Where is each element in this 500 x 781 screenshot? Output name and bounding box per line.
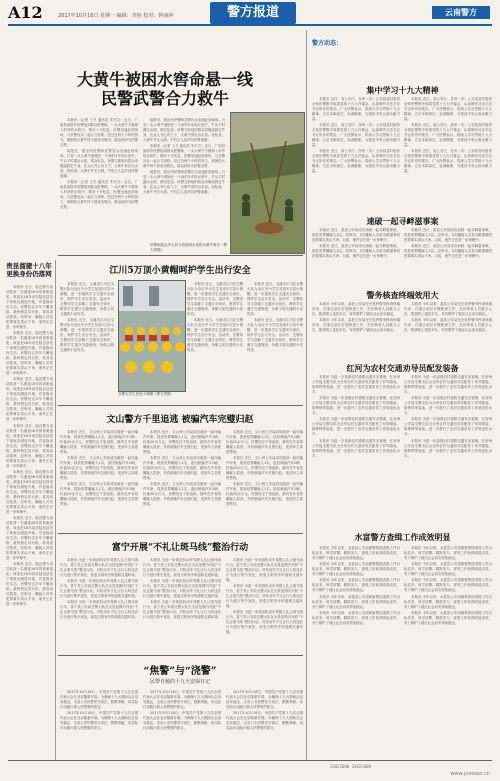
sidebar-section2-body-col2: 本报讯 近日，某县公安局成功侦破一起寻衅滋事案，抓获犯罪嫌疑人3名。经审讯，3名嫌疑人对其寻衅滋事的犯罪事实供认不讳。目前，案件正在进一步审理中。 本报讯 近日，某县公安局成功侦破一起寻衅滋事案，抓获犯罪嫌疑人3名。经审讯，3名嫌疑人对其寻衅滋事的犯罪事实供认不讳。目前，案件正在进一步审理中。 — [404, 228, 492, 259]
article2-top-rule — [58, 255, 303, 256]
sidebar-section5-body-col2: 本报讯 今年以来，水富县公安局紧紧围绕查缉工作目标任务，科学部署、精准发力，查缉工作取得明显成效，有力维护了辖区社会治安持续稳定。 本报讯 今年以来，水富县公安局紧紧围绕查缉工作目标任务，科学部署、精准发力，查缉工作取得明显成效，有力维护了辖区社会治安持续稳定。 本报讯 今年以来，水富县公安局紧紧围绕查缉工作目标任务，科学部署、精准发力，查缉工作取得明显成效，有力维护了辖区社会治安持续稳定。 本报讯 今年以来，水富县公安局紧紧围绕查缉工作目标任务，科学部署、精准发力，查缉工作取得明显成效，有力维护了辖区社会治安持续稳定。 本报讯 今年以来，水富县公安局紧紧围绕查缉工作目标任务，科学部署、精准发力，查缉工作取得明显成效，有力维护了辖区社会治安持续稳定。 — [404, 546, 492, 625]
article5-headline: 贵昆溜捷十八年 更换身份仍落网 — [6, 262, 52, 278]
topic-badge: 云南警方 — [432, 6, 490, 19]
article1-photo — [230, 112, 305, 254]
page-number: A12 — [8, 3, 43, 22]
article2-headline: 江川5万顶小黄帽呵护学生出行安全 — [109, 266, 251, 276]
issue-date: 2017年10月16日 星期一 编辑：李艳 校对：钟丽萍 — [58, 13, 174, 19]
footer-rule — [8, 760, 492, 761]
yellow-hats-image — [119, 281, 185, 391]
section-title: 警方报道 — [210, 2, 296, 24]
article2-body-col1: 本报讯 近日，玉溪市江川区交警大队为全区中小学生发放5万顶小黄帽，进一步提高学生交通安全意识，保护学生出行安全。活动中，交警向学生讲解了交通安全知识，教育学生遵守交通规则，争做文明交通的小宣传员。 本报讯 近日，玉溪市江川区交警大队为全区中小学生发放5万顶小黄帽，进一步提高学生交通安全意识，保护学生出行安全。活动中，交警向学生讲解了交通安全知识，教育学生遵守交通规则，争做文明交通的小宣传员。 — [60, 282, 114, 353]
footer-barcode: 33022000 33022000 — [330, 764, 371, 769]
sidebar-section1-body-col2: 本报讯 近日，省公安厅、各州（市）公安局及时组织全体民警集中收看党的十九大开幕会，认真聆听习近平总书记所作的报告。广大民警表示，将深入学习贯彻十九大精神，立足本职岗位，忠诚履职，为建设平安云南贡献力量。 本报讯 近日，省公安厅、各州（市）公安局及时组织全体民警集中收看党的十九大开幕会，认真聆听习近平总书记所作的报告。广大民警表示，将深入学习贯彻十九大精神，立足本职岗位，忠诚履职，为建设平安云南贡献力量。 本报讯 近日，省公安厅、各州（市）公安局及时组织全体民警集中收看党的十九大开幕会，认真聆听习近平总书记所作的报告。广大民警表示，将深入学习贯彻十九大精神，立足本职岗位，忠诚履职，为建设平安云南贡献力量。 — [404, 97, 492, 174]
article2-photo — [118, 280, 186, 392]
sidebar-section2-body-col1: 本报讯 近日，某县公安局成功侦破一起寻衅滋事案，抓获犯罪嫌疑人3名。经审讯，3名嫌疑人对其寻衅滋事的犯罪事实供认不讳。目前，案件正在进一步审理中。 本报讯 近日，某县公安局成功侦破一起寻衅滋事案，抓获犯罪嫌疑人3名。经审讯，3名嫌疑人对其寻衅滋事的犯罪事实供认不讳。目前，案件正在进一步审理中。 — [312, 228, 400, 259]
sidebar-section2-title: 速破一起寻衅滋事案 — [366, 216, 439, 226]
article3-body-col2: 本报讯 近日，文山州公安局成功破获一起诈骗汽车案，抓获犯罪嫌疑人1名，追回被骗汽车1辆，价值20余万元。民警经过千里追踪，最终在外省将嫌疑人抓获，并将被骗汽车完璧归赵，受到车主高度赞扬。 本报讯 近日，文山州公安局成功破获一起诈骗汽车案，抓获犯罪嫌疑人1名，追回被骗汽车1辆，价值20余万元。民警经过千里追踪，最终在外省将嫌疑人抓获，并将被骗汽车完璧归赵，受到车主高度赞扬。 本报讯 近日，文山州公安局成功破获一起诈骗汽车案，抓获犯罪嫌疑人1名，追回被骗汽车1辆，价值20余万元。民警经过千里追踪，最终在外省将嫌疑人抓获，并将被骗汽车完璧归赵，受到车主高度赞扬。 — [143, 430, 221, 507]
article2-caption: 交警为学生发放小黄帽（警方供图） — [118, 392, 174, 396]
article3-body-col3: 本报讯 近日，文山州公安局成功破获一起诈骗汽车案，抓获犯罪嫌疑人1名，追回被骗汽车1辆，价值20余万元。民警经过千里追踪，最终在外省将嫌疑人抓获，并将被骗汽车完璧归赵，受到车主高度赞扬。 本报讯 近日，文山州公安局成功破获一起诈骗汽车案，抓获犯罪嫌疑人1名，追回被骗汽车1辆，价值20余万元。民警经过千里追踪，最终在外省将嫌疑人抓获，并将被骗汽车完璧归赵，受到车主高度赞扬。 本报讯 近日，文山州公安局成功破获一起诈骗汽车案，抓获犯罪嫌疑人1名，追回被骗汽车1辆，价值20余万元。民警经过千里追踪，最终在外省将嫌疑人抓获，并将被骗汽车完璧归赵，受到车主高度赞扬。 — [226, 430, 303, 507]
article6-body-col2: 2017年10月18日，中国共产党第十九次全国代表大会在北京隆重开幕。为确保十九大期间社会治安稳定，全省公安民警坚守岗位，默默奉献，用实际行动践行着人民警察的誓言。 2017年10月18日，中国共产党第十九次全国代表大会在北京隆重开幕。为确保十九大期间社会治安稳定，全省公安民警坚守岗位，默默奉献，用实际行动践行着人民警察的誓言。 — [143, 690, 221, 731]
column-rule-left — [55, 260, 56, 760]
sidebar-section4-title: 红河为农村交通劝导员配发装备 — [346, 363, 459, 373]
sidebar-section3-title: 警务核查终端效用大 — [366, 290, 439, 300]
article5-body: 本报讯 近日，陆良警方成功抓获一名潜逃18年的命案逃犯。该逃犯18年前在陆良县犯下命案后潜逃外地，并更换身份生活。民警经过多年不懈追踪，最终锁定其行踪，将其成功抓获。经审讯，嫌疑人对其犯罪事实供认不讳，案件正在进一步审理中。 本报讯 近日，陆良警方成功抓获一名潜逃18年的命案逃犯。该逃犯18年前在陆良县犯下命案后潜逃外地，并更换身份生活。民警经过多年不懈追踪，最终锁定其行踪，将其成功抓获。经审讯，嫌疑人对其犯罪事实供认不讳，案件正在进一步审理中。 本报讯 近日，陆良警方成功抓获一名潜逃18年的命案逃犯。该逃犯18年前在陆良县犯下命案后潜逃外地，并更换身份生活。民警经过多年不懈追踪，最终锁定其行踪，将其成功抓获。经审讯，嫌疑人对其犯罪事实供认不讳，案件正在进一步审理中。 本报讯 近日，陆良警方成功抓获一名潜逃18年的命案逃犯。该逃犯18年前在陆良县犯下命案后潜逃外地，并更换身份生活。民警经过多年不懈追踪，最终锁定其行踪，将其成功抓获。经审讯，嫌疑人对其犯罪事实供认不讳，案件正在进一步审理中。 本报讯 近日，陆良警方成功抓获一名潜逃18年的命案逃犯。该逃犯18年前在陆良县犯下命案后潜逃外地，并更换身份生活。民警经过多年不懈追踪，最终锁定其行踪，将其成功抓获。经审讯，嫌疑人对其犯罪事实供认不讳，案件正在进一步审理中。 本报讯 近日，陆良警方成功抓获一名潜逃18年的命案逃犯。该逃犯18年前在陆良县犯下命案后潜逃外地，并更换身份生活。民警经过多年不懈追踪，最终锁定其行踪，将其成功抓获。经审讯，嫌疑人对其犯罪事实供认不讳，案件正在进一步审理中。 本报讯 近日，陆良警方成功抓获一名潜逃18年的命案逃犯。该逃犯18年前在陆良县犯下命案后潜逃外地，并更换身份生活。民警经过多年不懈追踪，最终锁定其行踪，将其成功抓获。经审讯，嫌疑人对其犯罪事实供认不讳，案件正在进一步审理中。 — [6, 285, 53, 607]
header-rule — [8, 24, 492, 26]
sidebar-section3-body-col2: 本报讯 今年以来，某县公安局充分发挥警务核查终端作用，在重点部位开展核查工作，先后核查人员数万人次，抓获网上逃犯多名，有效维护了辖区社会治安稳定。 本报讯 今年以来，某县公安局充分发挥警务核查终端作用，在重点部位开展核查工作，先后核查人员数万人次，抓获网上逃犯多名，有效维护了辖区社会治安稳定。 — [404, 302, 492, 333]
column-rule-right — [306, 30, 307, 760]
rescue-scene-image — [231, 113, 304, 253]
article2-body-col3: 本报讯 近日，玉溪市江川区交警大队为全区中小学生发放5万顶小黄帽，进一步提高学生交通安全意识，保护学生出行安全。活动中，交警向学生讲解了交通安全知识，教育学生遵守交通规则，争做文明交通的小宣传员。 本报讯 近日，玉溪市江川区交警大队为全区中小学生发放5万顶小黄帽，进一步提高学生交通安全意识，保护学生出行安全。活动中，交警向学生讲解了交通安全知识，教育学生遵守交通规则，争做文明交通的小宣传员。 — [247, 282, 303, 353]
article3-headline: 文山警方千里追逃 被骗汽车完璧归赵 — [106, 415, 254, 425]
sidebar-section1-body-col1: 本报讯 近日，省公安厅、各州（市）公安局及时组织全体民警集中收看党的十九大开幕会，认真聆听习近平总书记所作的报告。广大民警表示，将深入学习贯彻十九大精神，立足本职岗位，忠诚履职，为建设平安云南贡献力量。 本报讯 近日，省公安厅、各州（市）公安局及时组织全体民警集中收看党的十九大开幕会，认真聆听习近平总书记所作的报告。广大民警表示，将深入学习贯彻十九大精神，立足本职岗位，忠诚履职，为建设平安云南贡献力量。 本报讯 近日，省公安厅、各州（市）公安局及时组织全体民警集中收看党的十九大开幕会，认真聆听习近平总书记所作的报告。广大民警表示，将深入学习贯彻十九大精神，立足本职岗位，忠诚履职，为建设平安云南贡献力量。 — [312, 97, 400, 174]
article6-body-col1: 2017年10月18日，中国共产党第十九次全国代表大会在北京隆重开幕。为确保十九大期间社会治安稳定，全省公安民警坚守岗位，默默奉献，用实际行动践行着人民警察的誓言。 2017年10月18日，中国共产党第十九次全国代表大会在北京隆重开幕。为确保十九大期间社会治安稳定，全省公安民警坚守岗位，默默奉献，用实际行动践行着人民警察的誓言。 — [60, 690, 138, 731]
sidebar-tag: 警方动态： — [312, 40, 343, 47]
article6-top-rule — [58, 655, 303, 656]
article2-body-col2: 本报讯 近日，玉溪市江川区交警大队为全区中小学生发放5万顶小黄帽，进一步提高学生交通安全意识，保护学生出行安全。活动中，交警向学生讲解了交通安全知识，教育学生遵守交通规则，争做文明交通的小宣传员。 本报讯 近日，玉溪市江川区交警大队为全区中小学生发放5万顶小黄帽，进一步提高学生交通安全意识，保护学生出行安全。活动中，交警向学生讲解了交通安全知识，教育学生遵守交通规则，争做文明交通的小宣传员。 — [187, 282, 243, 353]
sidebar-section4-body-col2: 本报讯 为进一步加强农村道路交通安全管理，红河州公安局交警支队为全州农村交通劝导员配发了劝导服装、指挥棒等装备，进一步提升了农村交通劝导工作规范化水平。 本报讯 为进一步加强农村道路交通安全管理，红河州公安局交警支队为全州农村交通劝导员配发了劝导服装、指挥棒等装备，进一步提升了农村交通劝导工作规范化水平。 本报讯 为进一步加强农村道路交通安全管理，红河州公安局交警支队为全州农村交通劝导员配发了劝导服装、指挥棒等装备，进一步提升了农村交通劝导工作规范化水平。 本报讯 为进一步加强农村道路交通安全管理，红河州公安局交警支队为全州农村交通劝导员配发了劝导服装、指挥棒等装备，进一步提升了农村交通劝导工作规范化水平。 — [404, 375, 492, 458]
article1-title-line1: 大黄牛被困水窖命悬一线 — [76, 70, 253, 89]
article4-top-rule — [58, 533, 303, 534]
sidebar-section3-body-col1: 本报讯 今年以来，某县公安局充分发挥警务核查终端作用，在重点部位开展核查工作，先后核查人员数万人次，抓获网上逃犯多名，有效维护了辖区社会治安稳定。 本报讯 今年以来，某县公安局充分发挥警务核查终端作用，在重点部位开展核查工作，先后核查人员数万人次，抓获网上逃犯多名，有效维护了辖区社会治安稳定。 — [312, 302, 400, 333]
footer-watermark: www.yunnan.cn — [450, 771, 490, 777]
article3-top-rule — [58, 405, 303, 406]
article6-subtitle: 民警自杨的十九大安保日记 — [149, 679, 210, 685]
sidebar-section4-body-col1: 本报讯 为进一步加强农村道路交通安全管理，红河州公安局交警支队为全州农村交通劝导员配发了劝导服装、指挥棒等装备，进一步提升了农村交通劝导工作规范化水平。 本报讯 为进一步加强农村道路交通安全管理，红河州公安局交警支队为全州农村交通劝导员配发了劝导服装、指挥棒等装备，进一步提升了农村交通劝导工作规范化水平。 本报讯 为进一步加强农村道路交通安全管理，红河州公安局交警支队为全州农村交通劝导员配发了劝导服装、指挥棒等装备，进一步提升了农村交通劝导工作规范化水平。 本报讯 为进一步加强农村道路交通安全管理，红河州公安局交警支队为全州农村交通劝导员配发了劝导服装、指挥棒等装备，进一步提升了农村交通劝导工作规范化水平。 — [312, 375, 400, 458]
article1-headline — [40, 70, 290, 108]
sidebar-section5-body-col1: 本报讯 今年以来，水富县公安局紧紧围绕查缉工作目标任务，科学部署、精准发力，查缉工作取得明显成效，有力维护了辖区社会治安持续稳定。 本报讯 今年以来，水富县公安局紧紧围绕查缉工作目标任务，科学部署、精准发力，查缉工作取得明显成效，有力维护了辖区社会治安持续稳定。 本报讯 今年以来，水富县公安局紧紧围绕查缉工作目标任务，科学部署、精准发力，查缉工作取得明显成效，有力维护了辖区社会治安持续稳定。 本报讯 今年以来，水富县公安局紧紧围绕查缉工作目标任务，科学部署、精准发力，查缉工作取得明显成效，有力维护了辖区社会治安持续稳定。 本报讯 今年以来，水富县公安局紧紧围绕查缉工作目标任务，科学部署、精准发力，查缉工作取得明显成效，有力维护了辖区社会治安持续稳定。 — [312, 546, 400, 625]
article1-caption: 民警和群众齐心协力将被困水窖的大黄牛救出（警方供图） — [150, 243, 227, 252]
article4-body-col3: 本报讯 为进一步规范机动车驾驶人礼让斑马线行为，富宁县公安局交警大队在全县范围内开展“不礼让斑马线”整治行动，对机动车不礼让行人的违法行为进行集中查处，营造文明有序的道路交通环境。 本报讯 为进一步规范机动车驾驶人礼让斑马线行为，富宁县公安局交警大队在全县范围内开展“不礼让斑马线”整治行动，对机动车不礼让行人的违法行为进行集中查处，营造文明有序的道路交通环境。 本报讯 为进一步规范机动车驾驶人礼让斑马线行为，富宁县公安局交警大队在全县范围内开展“不礼让斑马线”整治行动，对机动车不礼让行人的违法行为进行集中查处，营造文明有序的道路交通环境。 — [226, 558, 303, 635]
article1-body-left: 本报讯（记者 王冬 通讯员 朱书文）近日，广南县南屏乡民警接到群众报警称，一头大黄牛不慎掉入村旁的水窖中，情况十分危急，民警迅速赶到现场，与武警官兵一起合力营救。经过近两个小时的努力，被困的大黄牛终于被成功救出，群众纷纷为民警点赞。 接报后，派出所民警和武警官兵迅速赶到现场。只见一头大黄牛被困在一个深约3米的水窖中，牛头不时露出水面，情况危急。民警立即组织群众用绳索固定牛身，在众人齐心协力下，大黄牛被拉出水窖。经检查，大黄牛并无大碍。牛的主人连声向民警道谢。 本报讯（记者 王冬 通讯员 朱书文）近日，广南县南屏乡民警接到群众报警称，一头大黄牛不慎掉入村旁的水窖中，情况十分危急，民警迅速赶到现场，与武警官兵一起合力营救。经过近两个小时的努力，被困的大黄牛终于被成功救出，群众纷纷为民警点赞。 — [60, 118, 138, 210]
article1-title-line2: 民警武警合力救牛 — [100, 89, 229, 108]
article4-body-col1: 本报讯 为进一步规范机动车驾驶人礼让斑马线行为，富宁县公安局交警大队在全县范围内开展“不礼让斑马线”整治行动，对机动车不礼让行人的违法行为进行集中查处，营造文明有序的道路交通环境。 本报讯 为进一步规范机动车驾驶人礼让斑马线行为，富宁县公安局交警大队在全县范围内开展“不礼让斑马线”整治行动，对机动车不礼让行人的违法行为进行集中查处，营造文明有序的道路交通环境。 本报讯 为进一步规范机动车驾驶人礼让斑马线行为，富宁县公安局交警大队在全县范围内开展“不礼让斑马线”整治行动，对机动车不礼让行人的违法行为进行集中查处，营造文明有序的道路交通环境。 — [60, 558, 138, 620]
article6-headline: “焦警”与“浇警” — [143, 666, 217, 677]
sidebar-section1-title: 集中学习十九大精神 — [366, 85, 439, 95]
sidebar-section5-title: 水富警方查缉工作成效明显 — [354, 532, 451, 542]
article6-body-col3: 2017年10月18日，中国共产党第十九次全国代表大会在北京隆重开幕。为确保十九大期间社会治安稳定，全省公安民警坚守岗位，默默奉献，用实际行动践行着人民警察的誓言。 2017年10月18日，中国共产党第十九次全国代表大会在北京隆重开幕。为确保十九大期间社会治安稳定，全省公安民警坚守岗位，默默奉献，用实际行动践行着人民警察的誓言。 — [226, 690, 303, 731]
article4-headline: 富宁开展“不礼让斑马线”整治行动 — [111, 543, 249, 553]
article1-body-right: 接报后，派出所民警和武警官兵迅速赶到现场。只见一头大黄牛被困在一个深约3米的水窖中，牛头不时露出水面，情况危急。民警立即组织群众用绳索固定牛身，在众人齐心协力下，大黄牛被拉出水窖。经检查，大黄牛并无大碍。牛的主人连声向民警道谢。 本报讯（记者 王冬 通讯员 朱书文）近日，广南县南屏乡民警接到群众报警称，一头大黄牛不慎掉入村旁的水窖中，情况十分危急，民警迅速赶到现场，与武警官兵一起合力营救。经过近两个小时的努力，被困的大黄牛终于被成功救出，群众纷纷为民警点赞。 接报后，派出所民警和武警官兵迅速赶到现场。只见一头大黄牛被困在一个深约3米的水窖中，牛头不时露出水面，情况危急。民警立即组织群众用绳索固定牛身，在众人齐心协力下，大黄牛被拉出水窖。经检查，大黄牛并无大碍。牛的主人连声向民警道谢。 — [143, 118, 225, 195]
article3-body-col1: 本报讯 近日，文山州公安局成功破获一起诈骗汽车案，抓获犯罪嫌疑人1名，追回被骗汽车1辆，价值20余万元。民警经过千里追踪，最终在外省将嫌疑人抓获，并将被骗汽车完璧归赵，受到车主高度赞扬。 本报讯 近日，文山州公安局成功破获一起诈骗汽车案，抓获犯罪嫌疑人1名，追回被骗汽车1辆，价值20余万元。民警经过千里追踪，最终在外省将嫌疑人抓获，并将被骗汽车完璧归赵，受到车主高度赞扬。 本报讯 近日，文山州公安局成功破获一起诈骗汽车案，抓获犯罪嫌疑人1名，追回被骗汽车1辆，价值20余万元。民警经过千里追踪，最终在外省将嫌疑人抓获，并将被骗汽车完璧归赵，受到车主高度赞扬。 — [60, 430, 138, 507]
article4-body-col2: 本报讯 为进一步规范机动车驾驶人礼让斑马线行为，富宁县公安局交警大队在全县范围内开展“不礼让斑马线”整治行动，对机动车不礼让行人的违法行为进行集中查处，营造文明有序的道路交通环境。 本报讯 为进一步规范机动车驾驶人礼让斑马线行为，富宁县公安局交警大队在全县范围内开展“不礼让斑马线”整治行动，对机动车不礼让行人的违法行为进行集中查处，营造文明有序的道路交通环境。 本报讯 为进一步规范机动车驾驶人礼让斑马线行为，富宁县公安局交警大队在全县范围内开展“不礼让斑马线”整治行动，对机动车不礼让行人的违法行为进行集中查处，营造文明有序的道路交通环境。 — [143, 558, 221, 620]
